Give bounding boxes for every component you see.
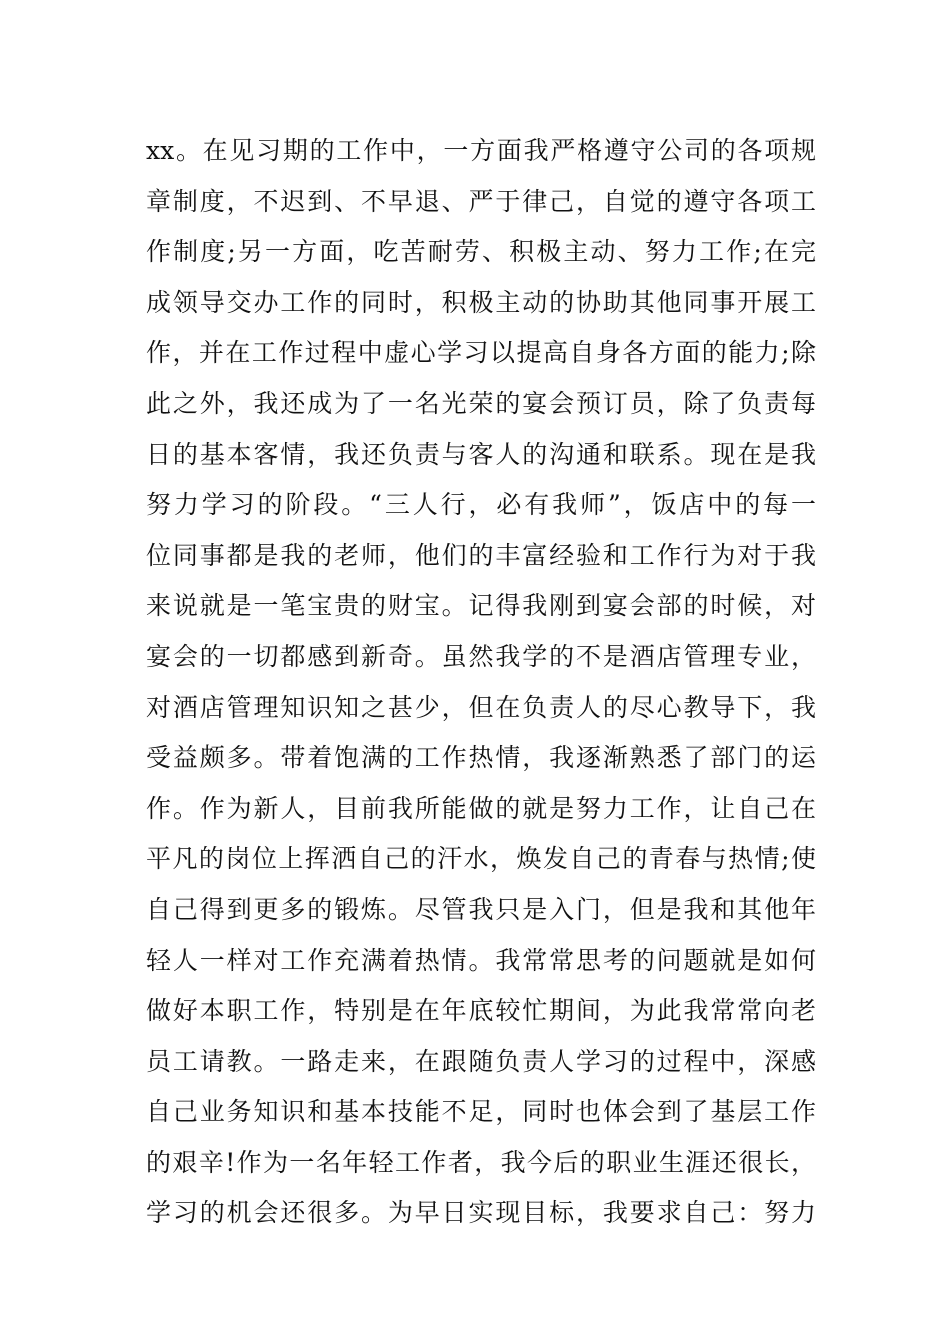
text-line-18: 做好本职工作，特别是在年底较忙期间，为此我常常向老 — [146, 996, 816, 1026]
text-line-13: 受益颇多。带着饱满的工作热情，我逐渐熟悉了部门的运 — [146, 743, 816, 773]
text-line-5: 作，并在工作过程中虚心学习以提高自身各方面的能力;除 — [146, 338, 816, 368]
text-line-12: 对酒店管理知识知之甚少，但在负责人的尽心教导下，我 — [146, 692, 816, 722]
text-line-8: 努力学习的阶段。“三人行，必有我师”，饭店中的每一 — [146, 490, 816, 520]
text-line-6: 此之外，我还成为了一名光荣的宴会预订员，除了负责每 — [146, 388, 816, 418]
body-text — [146, 126, 816, 1239]
text-line-21: 的艰辛!作为一名年轻工作者，我今后的职业生涯还很长， — [146, 1147, 816, 1177]
text-line-1: xx。在见习期的工作中，一方面我严格遵守公司的各项规 — [146, 136, 816, 165]
text-line-7: 日的基本客情，我还负责与客人的沟通和联系。现在是我 — [146, 439, 816, 469]
text-line-3: 作制度;另一方面，吃苦耐劳、积极主动、努力工作;在完 — [146, 237, 816, 267]
text-line-10: 来说就是一笔宝贵的财宝。记得我刚到宴会部的时候，对 — [146, 591, 816, 621]
text-line-16: 自己得到更多的锻炼。尽管我只是入门，但是我和其他年 — [146, 894, 816, 924]
text-line-17: 轻人一样对工作充满着热情。我常常思考的问题就是如何 — [146, 945, 816, 975]
text-line-11: 宴会的一切都感到新奇。虽然我学的不是酒店管理专业， — [146, 641, 816, 671]
text-line-14: 作。作为新人，目前我所能做的就是努力工作，让自己在 — [146, 793, 816, 823]
text-line-20: 自己业务知识和基本技能不足，同时也体会到了基层工作 — [146, 1097, 816, 1127]
text-line-4: 成领导交办工作的同时，积极主动的协助其他同事开展工 — [146, 287, 816, 317]
text-line-19: 员工请教。一路走来，在跟随负责人学习的过程中，深感 — [146, 1046, 816, 1076]
text-line-2: 章制度，不迟到、不早退、严于律己，自觉的遵守各项工 — [146, 186, 816, 216]
text-line-15: 平凡的岗位上挥洒自己的汗水，焕发自己的青春与热情;使 — [146, 844, 816, 874]
text-line-9: 位同事都是我的老师，他们的丰富经验和工作行为对于我 — [146, 540, 816, 570]
text-line-22: 学习的机会还很多。为早日实现目标，我要求自己：努力 — [146, 1198, 816, 1228]
